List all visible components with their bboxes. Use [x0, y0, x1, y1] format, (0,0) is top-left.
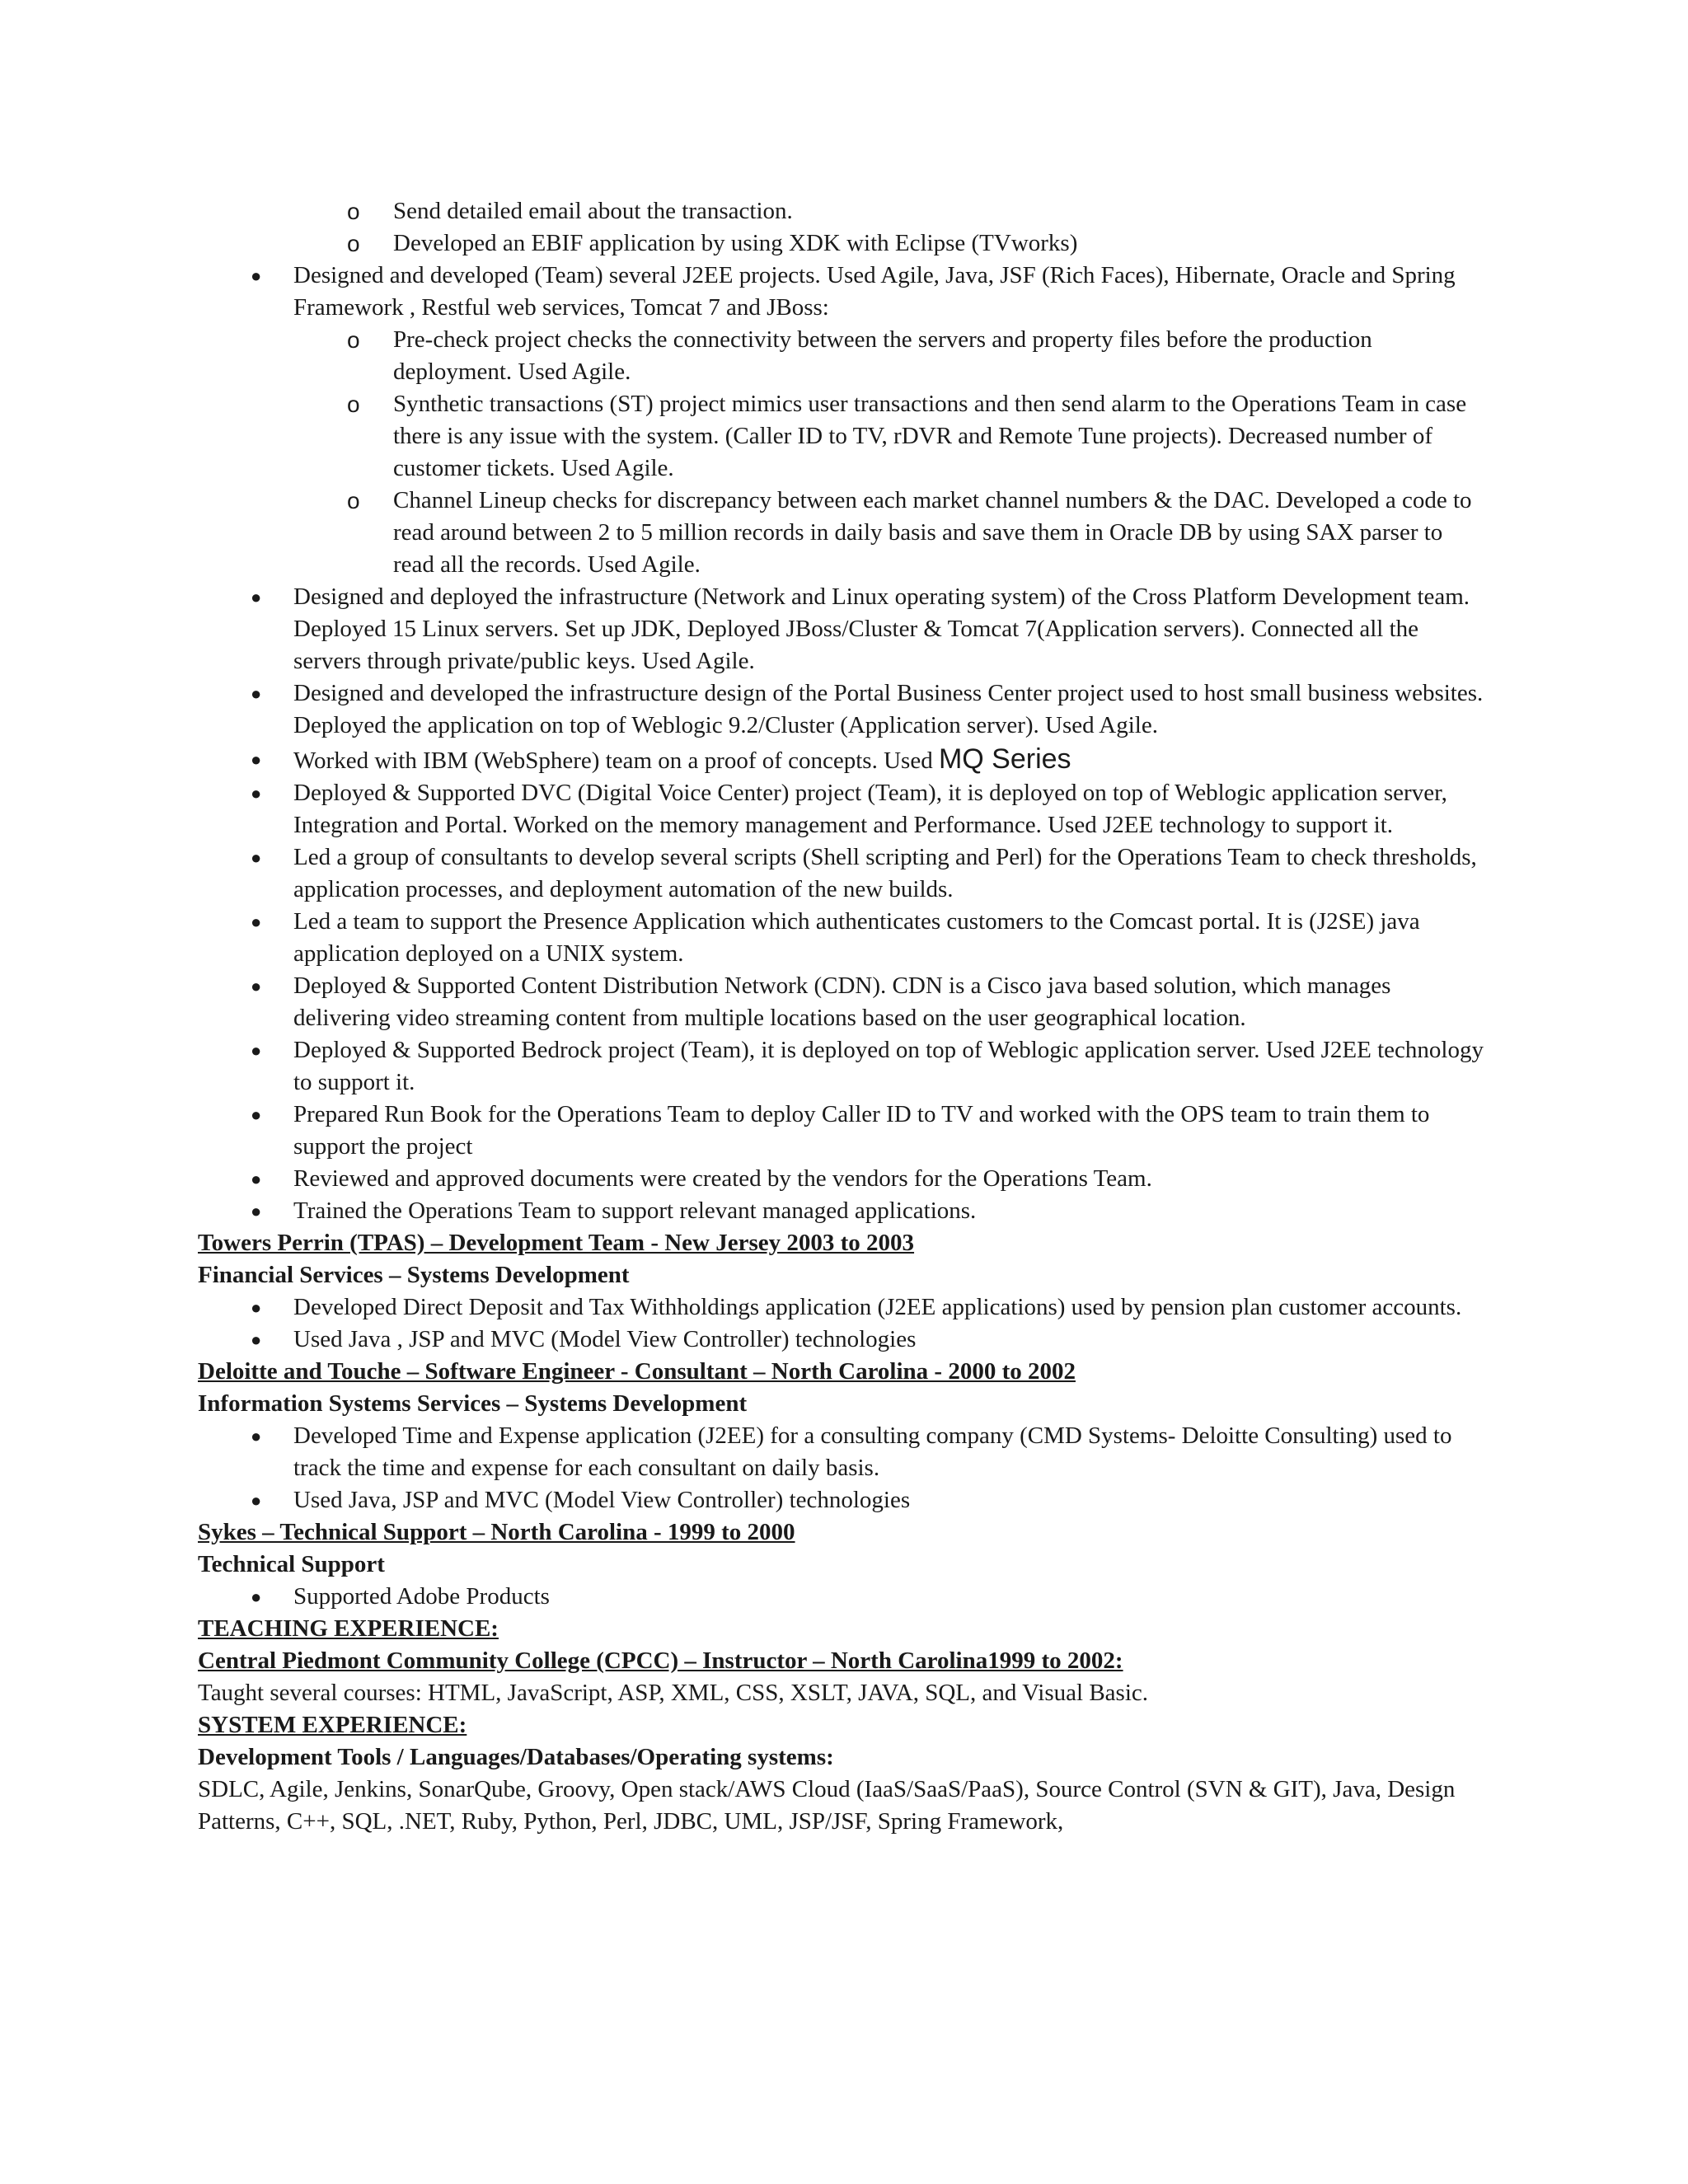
bullet-icon: ● — [251, 1169, 262, 1189]
bullet-icon: ● — [251, 847, 262, 868]
sub-list-item: o Send detailed email about the transaction. — [198, 195, 1484, 227]
list-item: ● Designed and deployed the infrastructure (Network and Linux operating system) of the Cross Platform Development team. Deployed 15 Linux servers. Set up JDK, Deployed JBoss/Cluster & Tomcat 7(Application servers). Connected all the servers through private/public keys. Used Agile. — [198, 581, 1484, 677]
list-item: ● Used Java , JSP and MVC (Model View Controller) technologies — [198, 1324, 1484, 1356]
list-item: ● Developed Direct Deposit and Tax Withholdings application (J2EE applications) used by pension plan customer accounts. — [198, 1291, 1484, 1324]
section-heading-system: SYSTEM EXPERIENCE: — [198, 1712, 467, 1738]
section-heading-teaching: TEACHING EXPERIENCE: — [198, 1615, 499, 1642]
list-item: ● Trained the Operations Team to support relevant managed applications. — [198, 1195, 1484, 1227]
list-item: ● Deployed & Supported Content Distribution Network (CDN). CDN is a Cisco java based solution, which manages delivering video streaming content from multiple locations based on the user geographical location. — [198, 970, 1484, 1034]
bullet-icon: ● — [251, 1201, 262, 1221]
section-subheading-teaching: Central Piedmont Community College (CPCC) – Instructor – North Carolina1999 to 2002: — [198, 1647, 1123, 1674]
sub-list-item: o Channel Lineup checks for discrepancy between each market channel numbers & the DAC. Developed a code to read around between 2 to 5 million records in daily basis and save them in Oracle DB by using SAX parser to read all the records. Used Agile. — [198, 485, 1484, 581]
list-item: ● Led a team to support the Presence Application which authenticates customers to the Comcast portal. It is (J2SE) java application deployed on a UNIX system. — [198, 906, 1484, 970]
circle-bullet-icon: o — [347, 327, 360, 353]
bullet-icon: ● — [251, 587, 262, 607]
list-item: ● Deployed & Supported Bedrock project (Team), it is deployed on top of Weblogic application server. Used J2EE technology to support it. — [198, 1034, 1484, 1099]
list-item: ● Developed Time and Expense application (J2EE) for a consulting company (CMD Systems- Deloitte Consulting) used to track the time and expense for each consultant on daily basis. — [198, 1420, 1484, 1484]
bullet-icon: ● — [251, 1426, 262, 1446]
resume-content — [198, 195, 1484, 1838]
system-skills-text: SDLC, Agile, Jenkins, SonarQube, Groovy, Open stack/AWS Cloud (IaaS/SaaS/PaaS), Source Control (SVN & GIT), Java, Design Patterns, C++, SQL, .NET, Ruby, Python, Perl, JDBC, UML, JSP/JSF, Spring Framework, — [198, 1776, 1456, 1835]
bullet-icon: ● — [251, 1040, 262, 1061]
circle-bullet-icon: o — [347, 391, 360, 417]
bullet-icon: ● — [251, 1297, 262, 1318]
list-item: ● Designed and developed (Team) several J2EE projects. Used Agile, Java, JSF (Rich Faces), Hibernate, Oracle and Spring Framework , Restful web services, Tomcat 7 and JBoss: — [198, 260, 1484, 324]
list-item: ● Supported Adobe Products — [198, 1581, 1484, 1613]
section-heading-deloitte: Deloitte and Touche – Software Engineer - Consultant – North Carolina - 2000 to 2002 — [198, 1358, 1076, 1385]
circle-bullet-icon: o — [347, 488, 360, 513]
bullet-icon: ● — [251, 1104, 262, 1125]
list-item: ● Used Java, JSP and MVC (Model View Controller) technologies — [198, 1484, 1484, 1516]
section-heading-towers: Towers Perrin (TPAS) – Development Team - New Jersey 2003 to 2003 — [198, 1230, 915, 1256]
bullet-icon: ● — [251, 976, 262, 996]
sub-list-item: o Synthetic transactions (ST) project mimics user transactions and then send alarm to the Operations Team in case there is any issue with the system. (Caller ID to TV, rDVR and Remote Tune projects). Decreased number of customer tickets. Used Agile. — [198, 388, 1484, 485]
sub-list-item: o Developed an EBIF application by using XDK with Eclipse (TVworks) — [198, 227, 1484, 260]
section-subheading-deloitte: Information Systems Services – Systems Development — [198, 1390, 748, 1417]
bullet-icon: ● — [251, 783, 262, 804]
circle-bullet-icon: o — [347, 199, 360, 224]
circle-bullet-icon: o — [347, 231, 360, 256]
list-item: ● Led a group of consultants to develop several scripts (Shell scripting and Perl) for the Operations Team to check thresholds, application processes, and deployment automation of the new builds. — [198, 841, 1484, 906]
bullet-icon: ● — [251, 912, 262, 932]
section-subheading-towers: Financial Services – Systems Development — [198, 1262, 630, 1288]
section-subheading-system: Development Tools / Languages/Databases/Operating systems: — [198, 1744, 834, 1770]
list-item: ● Worked with IBM (WebSphere) team on a proof of concepts. Used MQ Series — [251, 743, 1071, 775]
bullet-icon: ● — [251, 683, 262, 704]
bullet-icon: ● — [251, 1490, 262, 1511]
sub-list-item: o Pre-check project checks the connectivity between the servers and property files before the production deployment. Used Agile. — [198, 324, 1484, 388]
section-subheading-sykes: Technical Support — [198, 1551, 385, 1577]
list-item: ● Prepared Run Book for the Operations Team to deploy Caller ID to TV and worked with the OPS team to train them to support the project — [198, 1099, 1484, 1163]
bullet-icon: ● — [251, 749, 262, 770]
section-heading-sykes: Sykes – Technical Support – North Carolina - 1999 to 2000 — [198, 1519, 795, 1545]
teaching-text: Taught several courses: HTML, JavaScript, ASP, XML, CSS, XSLT, JAVA, SQL, and Visual Basic. — [198, 1680, 1149, 1706]
list-item: ● Designed and developed the infrastructure design of the Portal Business Center project used to host small business websites. Deployed the application on top of Weblogic 9.2/Cluster (Application server). Used Agile. — [198, 677, 1484, 742]
bullet-icon: ● — [251, 1586, 262, 1607]
mq-series-text: MQ Series — [938, 743, 1071, 775]
bullet-icon: ● — [251, 265, 262, 286]
list-item: ● Deployed & Supported DVC (Digital Voice Center) project (Team), it is deployed on top of Weblogic application server, Integration and Portal. Worked on the memory management and Performance. Used J2EE technology to support it. — [198, 777, 1484, 841]
list-item: ● Reviewed and approved documents were created by the vendors for the Operations Team. — [198, 1163, 1484, 1195]
bullet-icon: ● — [251, 1329, 262, 1350]
